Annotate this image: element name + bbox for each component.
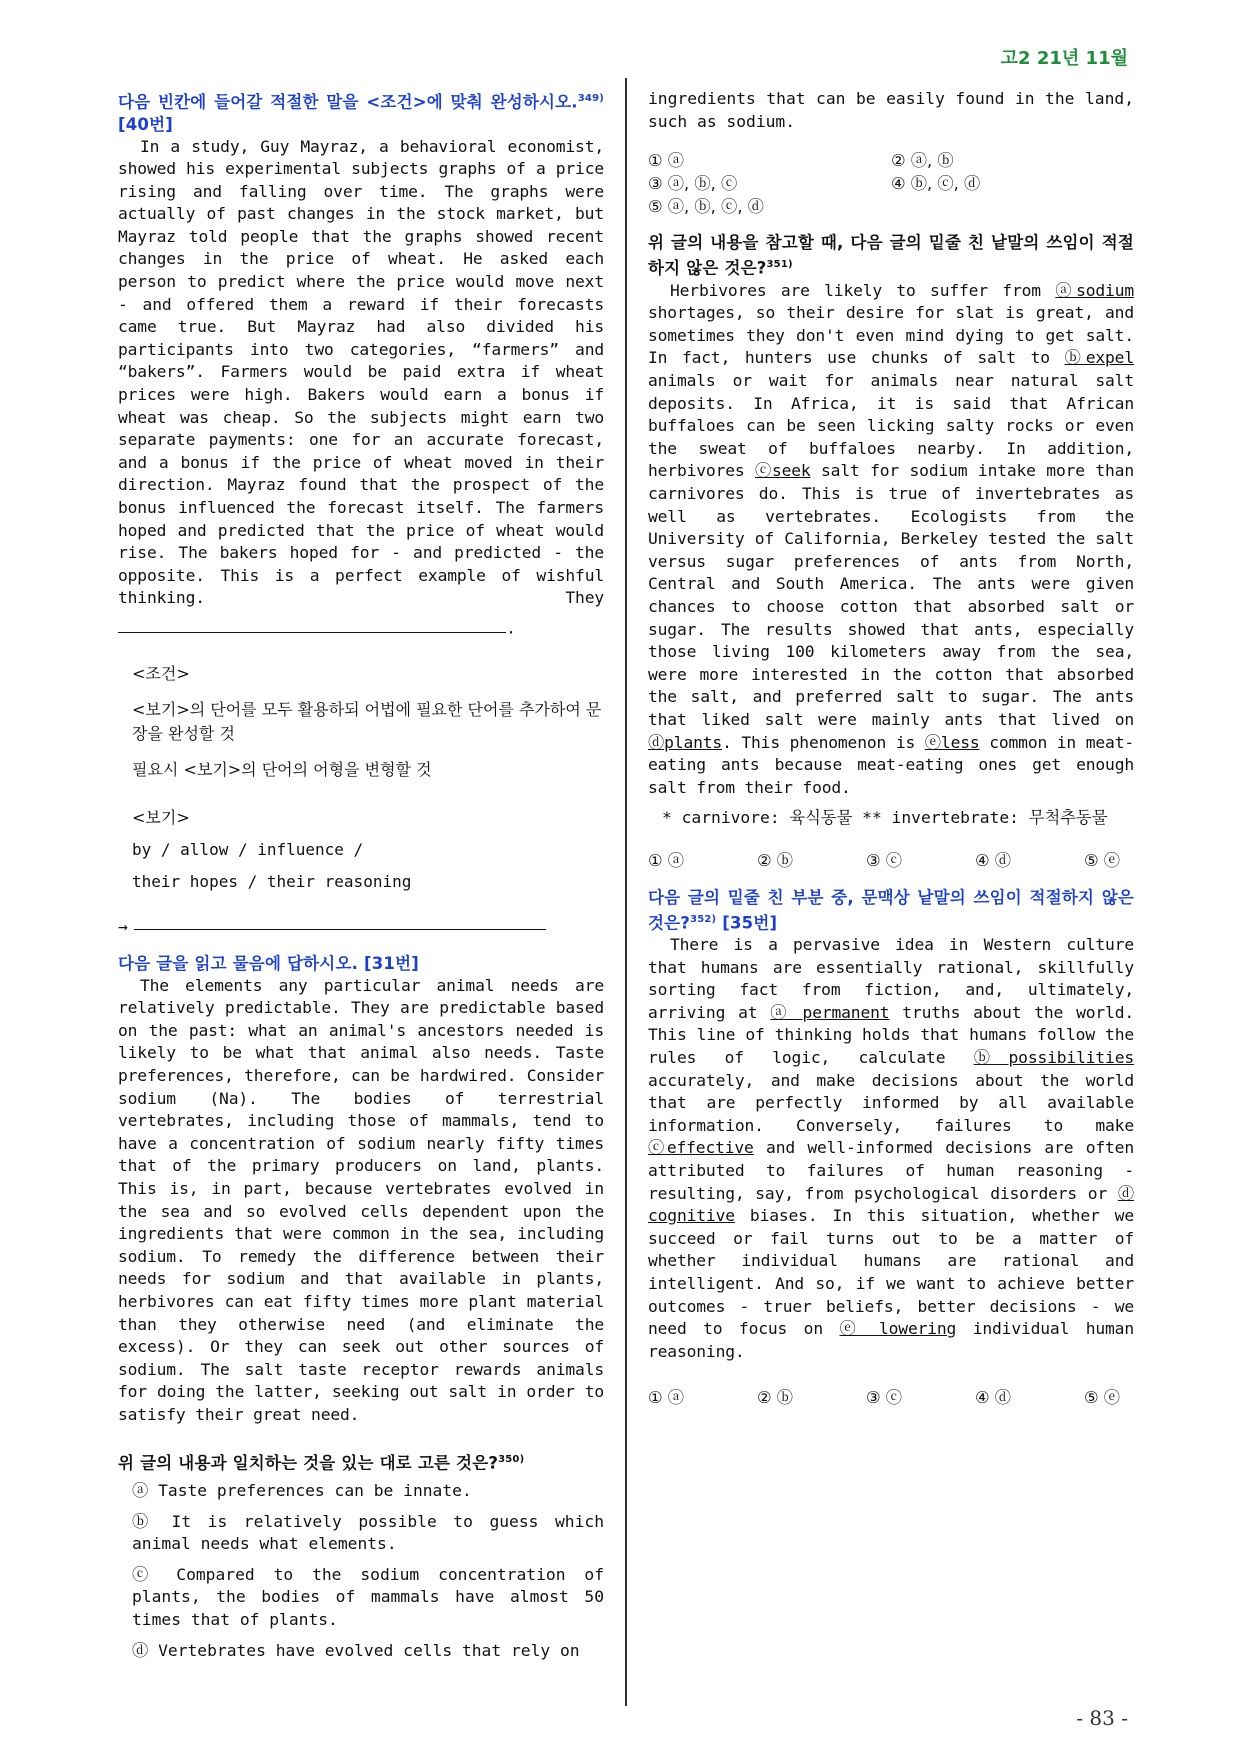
choice-2[interactable]: ② ⓑ (756, 850, 794, 870)
choice-3[interactable]: ③ ⓒ (865, 1388, 903, 1408)
underline-c: ⓒeffective (648, 1138, 754, 1158)
q351-passage: Herbivores are likely to suffer from ⓐsodium shortages, so their desire for slat is great, and sometimes they don't even mind dying to get salt. In fact, hunters use chunks of salt to ⓑexpel animals or wait for animals near natural salt deposits. In Africa, it is said that African buffaloes can be seen licking salty rocks or even the sweat of buffaloes nearby. In addition, herbivores ⓒseek salt for sodium intake more than carnivores do. This is true of invertebrates as well as vertebrates. Ecologists from the University of California, Berkeley tested the salt versus sugar preferences of ants from North, Central and South America. The ants were given chances to choose cotton that absorbed salt or sugar. The results showed that ants, especially those living 100 kilometers away from the sea, were more interested in the cotton that absorbed the salt, and preferred salt to sugar. The ants that liked salt were mainly ants that lived on ⓓplants. This phenomenon is ⓔless common in meat-eating ants because meat-eating ones get enough salt from their food. (648, 280, 1135, 797)
choice-3[interactable]: ③ ⓒ (865, 850, 903, 870)
q350-option-c: ⓒ Compared to the sodium concentration of plants, the bodies of mammals have almost 50 times that of plants. (132, 1564, 604, 1629)
choice-1[interactable]: ① ⓐ (648, 1388, 685, 1408)
q350-option-d-continued: ingredients that can be easily found in the land, such as sodium. (648, 89, 1134, 131)
choice-4[interactable]: ④ ⓓ (974, 1388, 1012, 1408)
condition-title: <조건> (132, 664, 190, 684)
choice-4[interactable]: ④ ⓓ (974, 850, 1012, 870)
answer-line: → (118, 916, 604, 939)
left-column (118, 88, 604, 1662)
q31-instruction: 다음 글을 읽고 물음에 답하시오. [31번] (118, 953, 419, 973)
underline-d: ⓓplants (648, 732, 723, 752)
underline-a: ⓐ permanent (770, 1002, 890, 1022)
exam-header: 고2 21년 11월 (1000, 48, 1128, 69)
q350-choices (648, 149, 1134, 218)
choice-5[interactable]: ⑤ ⓔ (1083, 1388, 1120, 1408)
box-words-1: by / allow / influence / (132, 840, 364, 860)
underline-a: ⓐsodium (1055, 280, 1134, 300)
choice-5[interactable]: ⑤ ⓔ (1083, 850, 1120, 870)
underline-e: ⓔless (924, 732, 980, 752)
box-words-2: their hopes / their reasoning (132, 872, 412, 892)
q349-answer-blank: . (118, 610, 604, 640)
condition-2: 필요시 <보기>의 단어의 어형을 변형할 것 (132, 760, 432, 780)
q349-instruction: 다음 빈칸에 들어갈 적절한 말을 <조건>에 맞춰 완성하시오.$^{349)}$ [40번] (118, 92, 604, 134)
q351-instruction: 위 글의 내용을 참고할 때, 다음 글의 밑줄 친 낱말의 쓰임이 적절하지 않은 것은?$^{351)}$ (648, 233, 1134, 278)
choice-2[interactable]: ② ⓐ, ⓑ (891, 151, 954, 171)
q31-passage: The elements any particular animal needs are relatively predictable. They are predictable based on the past: what an animal's ancestors needed is likely to be what that animal also needs. Taste preferences, therefore, can be hardwired. Consider sodium (Na). The bodies of terrestrial vertebrates, including those of mammals, tend to have a concentration of sodium nearly fifty times that of the primary producers on land, plants. This is, in part, because vertebrates evolved in the sea and so evolved cells dependent upon the ingredients that were common in the sea, including sodium. To remedy the difference between their needs for sodium and that available in plants, herbivores can eat fifty times more plant material than they otherwise need (and eliminate the excess). Or they can seek out other sources of sodium. The salt taste receptor rewards animals for doing the latter, seeking out salt in order to satisfy their great need. (118, 975, 604, 1424)
q352-instruction: 다음 글의 밑줄 친 부분 중, 문맥상 낱말의 쓰임이 적절하지 않은 것은?$^{352)}$ [35번] (648, 887, 1134, 933)
choice-1[interactable]: ① ⓐ (648, 151, 685, 171)
q352-choices (648, 1387, 1134, 1410)
column-divider (625, 78, 627, 1706)
underline-d: ⓓ cognitive (648, 1183, 1134, 1226)
choice-1[interactable]: ① ⓐ (648, 850, 685, 870)
underline-b: ⓑpossibilities (973, 1048, 1134, 1067)
underline-e: ⓔ lowering (839, 1319, 957, 1339)
box-title: <보기> (132, 808, 190, 828)
choice-4[interactable]: ④ ⓑ, ⓒ, ⓓ (891, 174, 981, 194)
q351-footnote: * carnivore: 육식동물 ** invertebrate: 무척추동물 (662, 808, 1108, 828)
choice-5[interactable]: ⑤ ⓐ, ⓑ, ⓒ, ⓓ (648, 197, 764, 217)
q351-choices (648, 850, 1134, 873)
underline-c: ⓒseek (755, 461, 811, 481)
q350-option-b: ⓑ It is relatively possible to guess which animal needs what elements. (132, 1511, 604, 1554)
q350-option-d: ⓓ Vertebrates have evolved cells that rely on (132, 1640, 580, 1660)
page-number: - 83 - (1076, 1706, 1128, 1730)
right-column (648, 88, 1134, 1410)
q350-instruction: 위 글의 내용과 일치하는 것을 있는 대로 고른 것은?$^{350)}$ (118, 1453, 525, 1473)
choice-3[interactable]: ③ ⓐ, ⓑ, ⓒ (648, 174, 738, 194)
q352-passage: There is a pervasive idea in Western culture that humans are essentially rational, skillfully sorting fact from fiction, and, ultimately, arriving at ⓐ permanent truths about the world. This line of thinking holds that humans follow the rules of logic, calculate ⓑpossibilities accurately, and make decisions about the world that are perfectly informed by all available information. Conversely, failures to make ⓒeffective and well-informed decisions are often attributed to failures of human reasoning - resulting, say, from psychological disorders or ⓓ cognitive biases. In this situation, whether we succeed or fail turns out to be a matter of whether individual humans are rational and intelligent. And so, if we want to achieve better outcomes - truer beliefs, better decisions - we need to focus on ⓔ lowering individual human reasoning. (648, 935, 1135, 1361)
q349-passage: In a study, Guy Mayraz, a behavioral economist, showed his experimental subjects graphs of a price rising and falling over time. The graphs were actually of past changes in the stock market, but Mayraz told people that the graphs showed recent changes in the price of wheat. He asked each person to predict where the price would move next - and offered them a reward if their forecasts came true. But Mayraz had also divided his participants into two categories, “farmers” and “bakers”. Farmers would be paid extra if wheat prices were high. Bakers would earn a bonus if wheat was cheap. So the subjects might earn two separate payments: one for an accurate forecast, and a bonus if the price of wheat moved in their direction. Mayraz found that the prospect of the bonus influenced the forecast itself. The farmers hoped and predicted that the price of wheat would rise. The bakers hoped for - and predicted - the opposite. This is a perfect example of wishful thinking. They (118, 136, 604, 608)
choice-2[interactable]: ② ⓑ (756, 1388, 794, 1408)
q350-option-a: ⓐ Taste preferences can be innate. (132, 1481, 472, 1501)
condition-1: <보기>의 단어를 모두 활용하되 어법에 필요한 단어를 추가하여 문장을 완성할 것 (132, 700, 602, 744)
underline-b: ⓑexpel (1064, 348, 1134, 368)
